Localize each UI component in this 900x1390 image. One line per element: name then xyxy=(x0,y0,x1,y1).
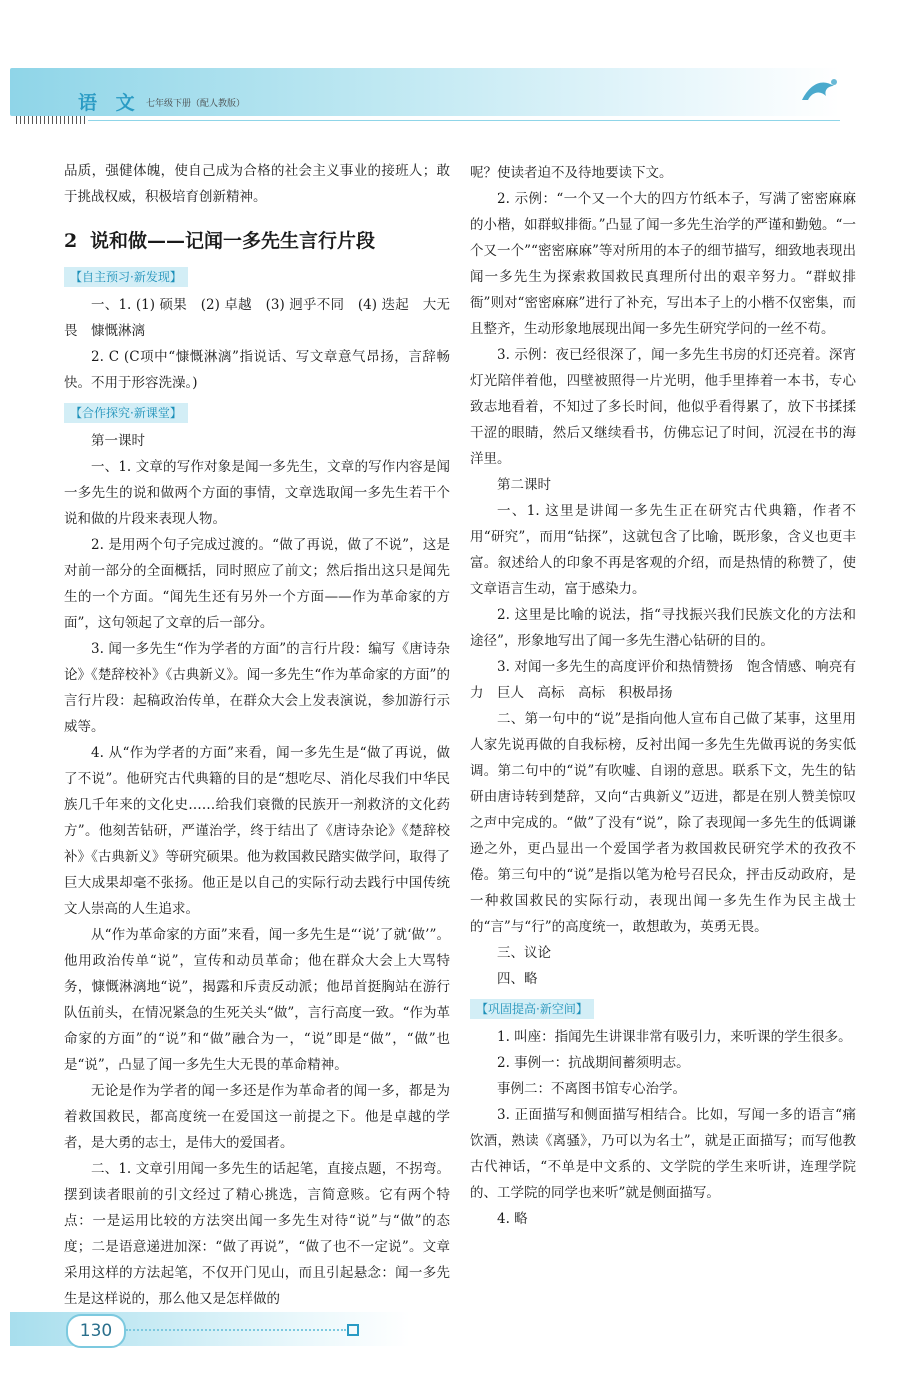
subject-title: 语 文 xyxy=(78,92,141,114)
section-tag-label: 【合作探究·新课堂】 xyxy=(64,403,188,423)
paragraph: 3. 对闻一多先生的高度评价和热情赞扬 饱含情感、响亮有力 巨人 高标 高标 积极昂扬 xyxy=(470,659,856,701)
paragraph: 品质，强健体魄，使自己成为合格的社会主义事业的接班人；敢于挑战权威，积极培育创新精神。 xyxy=(64,163,450,205)
lesson-title xyxy=(64,226,450,256)
wave-ornament-icon xyxy=(800,76,840,106)
paragraph: 4. 略 xyxy=(497,1211,528,1227)
paragraph: 2. 事例一：抗战期间蓄须明志。 xyxy=(497,1055,690,1071)
footer-dotted-line xyxy=(126,1329,346,1331)
page-number: 130 xyxy=(66,1314,126,1348)
paragraph: 3. 闻一多先生“作为学者的方面”的言行片段：编写《唐诗杂论》《楚辞校补》《古典新义》。闻一多先生“作为革命家的方面”的言行片段：起稿政治传单，在群众大会上发表演说，参加游行示威等。 xyxy=(64,641,450,735)
paragraph: 呢？使读者迫不及待地要读下文。 xyxy=(470,165,673,181)
section-tag xyxy=(64,264,450,290)
section-tag-label: 【巩固提高·新空间】 xyxy=(470,999,594,1019)
paragraph: 第一课时 xyxy=(91,433,145,449)
paragraph: 3. 示例：夜已经很深了，闻一多先生书房的灯还亮着。深宵灯光陪伴着他，四壁被照得一片光明，他手里捧着一本书，专心致志地看着，不知过了多长时间，他似乎看得累了，放下书揉揉干涩的眼睛，然后又继续看书，仿佛忘记了时间，沉浸在书的海洋里。 xyxy=(470,347,856,467)
paragraph: 三、议论 xyxy=(497,945,551,961)
footer-square-icon xyxy=(347,1324,359,1336)
paragraph: 一、1. (1) 硕果 (2) 卓越 (3) 迥乎不同 (4) 迭起 大无畏 慷慨淋漓 xyxy=(64,297,450,339)
paragraph: 无论是作为学者的闻一多还是作为革命者的闻一多，都是为着救国救民，都高度统一在爱国这一前提之下。他是卓越的学者，是大勇的志士，是伟大的爱国者。 xyxy=(64,1083,450,1151)
section-tag xyxy=(470,996,856,1022)
paragraph: 1. 叫座：指闻先生讲课非常有吸引力，来听课的学生很多。 xyxy=(497,1029,852,1045)
paragraph: 2. 是用两个句子完成过渡的。“做了再说，做了不说”，这是对前一部分的全面概括，同时照应了前文；然后指出这只是闻先生的一个方面。“闻先生还有另外一个方面——作为革命家的方面”，这句领起了文章的后一部分。 xyxy=(64,537,450,631)
lesson-number: 2 xyxy=(64,230,78,252)
header-tick-marks xyxy=(16,116,88,124)
paragraph: 一、1. 这里是讲闻一多先生正在研究古代典籍，作者不用“研究”，而用“钻探”，这就包含了比喻，既形象，含义也更丰富。叙述给人的印象不再是客观的介绍，而是热情的称赞了，使文章语言生动，富于感染力。 xyxy=(470,503,856,597)
paragraph: 二、1. 文章引用闻一多先生的话起笔，直接点题，不拐弯。摆到读者眼前的引文经过了精心挑选，言简意赅。它有两个特点：一是运用比较的方法突出闻一多先生对待“说”与“做”的态度；二是语意递进加深：“做了再说”，“做了也不一定说”。文章采用这样的方法起笔，不仅开门见山，而且引起悬念：闻一多先生是这样说的，那么他又是怎样做的 xyxy=(64,1161,450,1307)
paragraph: 2. 示例：“一个又一个大的四方竹纸本子，写满了密密麻麻的小楷，如群蚁排衙。”凸显了闻一多先生治学的严谨和勤勉。“一个又一个”“密密麻麻”等对所用的本子的细节描写，细致地表现出闻一多先生为探索救国救民真理所付出的艰辛努力。“群蚁排衙”则对“密密麻麻”进行了补充，写出本子上的小楷不仅密集，而且整齐，生动形象地展现出闻一多先生研究学问的一丝不苟。 xyxy=(470,191,856,337)
right-column xyxy=(470,160,856,1232)
header-rule xyxy=(88,120,840,121)
section-tag xyxy=(64,400,450,426)
lesson-title-text: 说和做——记闻一多先生言行片段 xyxy=(90,230,376,252)
page-header xyxy=(10,68,840,124)
paragraph: 一、1. 文章的写作对象是闻一多先生，文章的写作内容是闻一多先生的说和做两个方面的事情，文章选取闻一多先生若干个说和做的片段来表现人物。 xyxy=(64,459,450,527)
paragraph: 事例二：不离图书馆专心治学。 xyxy=(497,1081,686,1097)
paragraph: 第二课时 xyxy=(497,477,551,493)
grade-label: 七年级下册（配人教版） xyxy=(146,99,246,109)
section-tag-label: 【自主预习·新发现】 xyxy=(64,267,188,287)
paragraph: 2. C (C项中“慷慨淋漓”指说话、写文章意气昂扬，言辞畅快。不用于形容洗澡。) xyxy=(64,349,450,391)
paragraph: 二、第一句中的“说”是指向他人宣布自己做了某事，这里用人家先说再做的自我标榜，反衬出闻一多先生先做再说的务实低调。第二句中的“说”有吹嘘、自诩的意思。联系下文，先生的钻研由唐诗转到楚辞，又向“古典新义”迈进，都是在别人赞美惊叹之声中完成的。“做”了没有“说”，除了表现闻一多先生的低调谦逊之外，更凸显出一个爱国学者为救国救民研究学术的孜孜不倦。第三句中的“说”是指以笔为枪号召民众，抨击反动政府，是一种救国救民的实际行动，表现出闻一多先生作为民主战士的“言”与“行”的高度统一，敢想敢为，英勇无畏。 xyxy=(470,711,856,935)
left-column xyxy=(64,158,450,1312)
paragraph: 四、略 xyxy=(497,971,538,987)
paragraph: 3. 正面描写和侧面描写相结合。比如，写闻一多的语言“痛饮酒，熟读《离骚》，乃可以为名士”，就是正面描写；而写他教古代神话，“不单是中文系的、文学院的学生来听讲，连理学院的、工学院的同学也来听”就是侧面描写。 xyxy=(470,1107,856,1201)
paragraph: 2. 这里是比喻的说法，指“寻找振兴我们民族文化的方法和途径”，形象地写出了闻一多先生潜心钻研的目的。 xyxy=(470,607,856,649)
paragraph: 从“作为革命家的方面”来看，闻一多先生是“‘说’了就‘做’”。他用政治传单“说”，宣传和动员革命；他在群众大会上大骂特务，慷慨淋漓地“说”，揭露和斥责反动派；他昂首挺胸站在游行队伍前头，在情况紧急的生死关头“做”，言行高度一致。“作为革命家的方面”的“说”和“做”融合为一，“说”即是“做”，“做”也是“说”，凸显了闻一多先生大无畏的革命精神。 xyxy=(64,927,450,1073)
paragraph: 4. 从“作为学者的方面”来看，闻一多先生是“做了再说，做了不说”。他研究古代典籍的目的是“想吃尽、消化尽我们中华民族几千年来的文化史……给我们衰微的民族开一剂救济的文化药方”。他刻苦钻研，严谨治学，终于结出了《唐诗杂论》《楚辞校补》《古典新义》等研究硕果。他为救国救民踏实做学问，取得了巨大成果却毫不张扬。他正是以自己的实际行动去践行中国传统文人崇高的人生追求。 xyxy=(64,745,450,917)
